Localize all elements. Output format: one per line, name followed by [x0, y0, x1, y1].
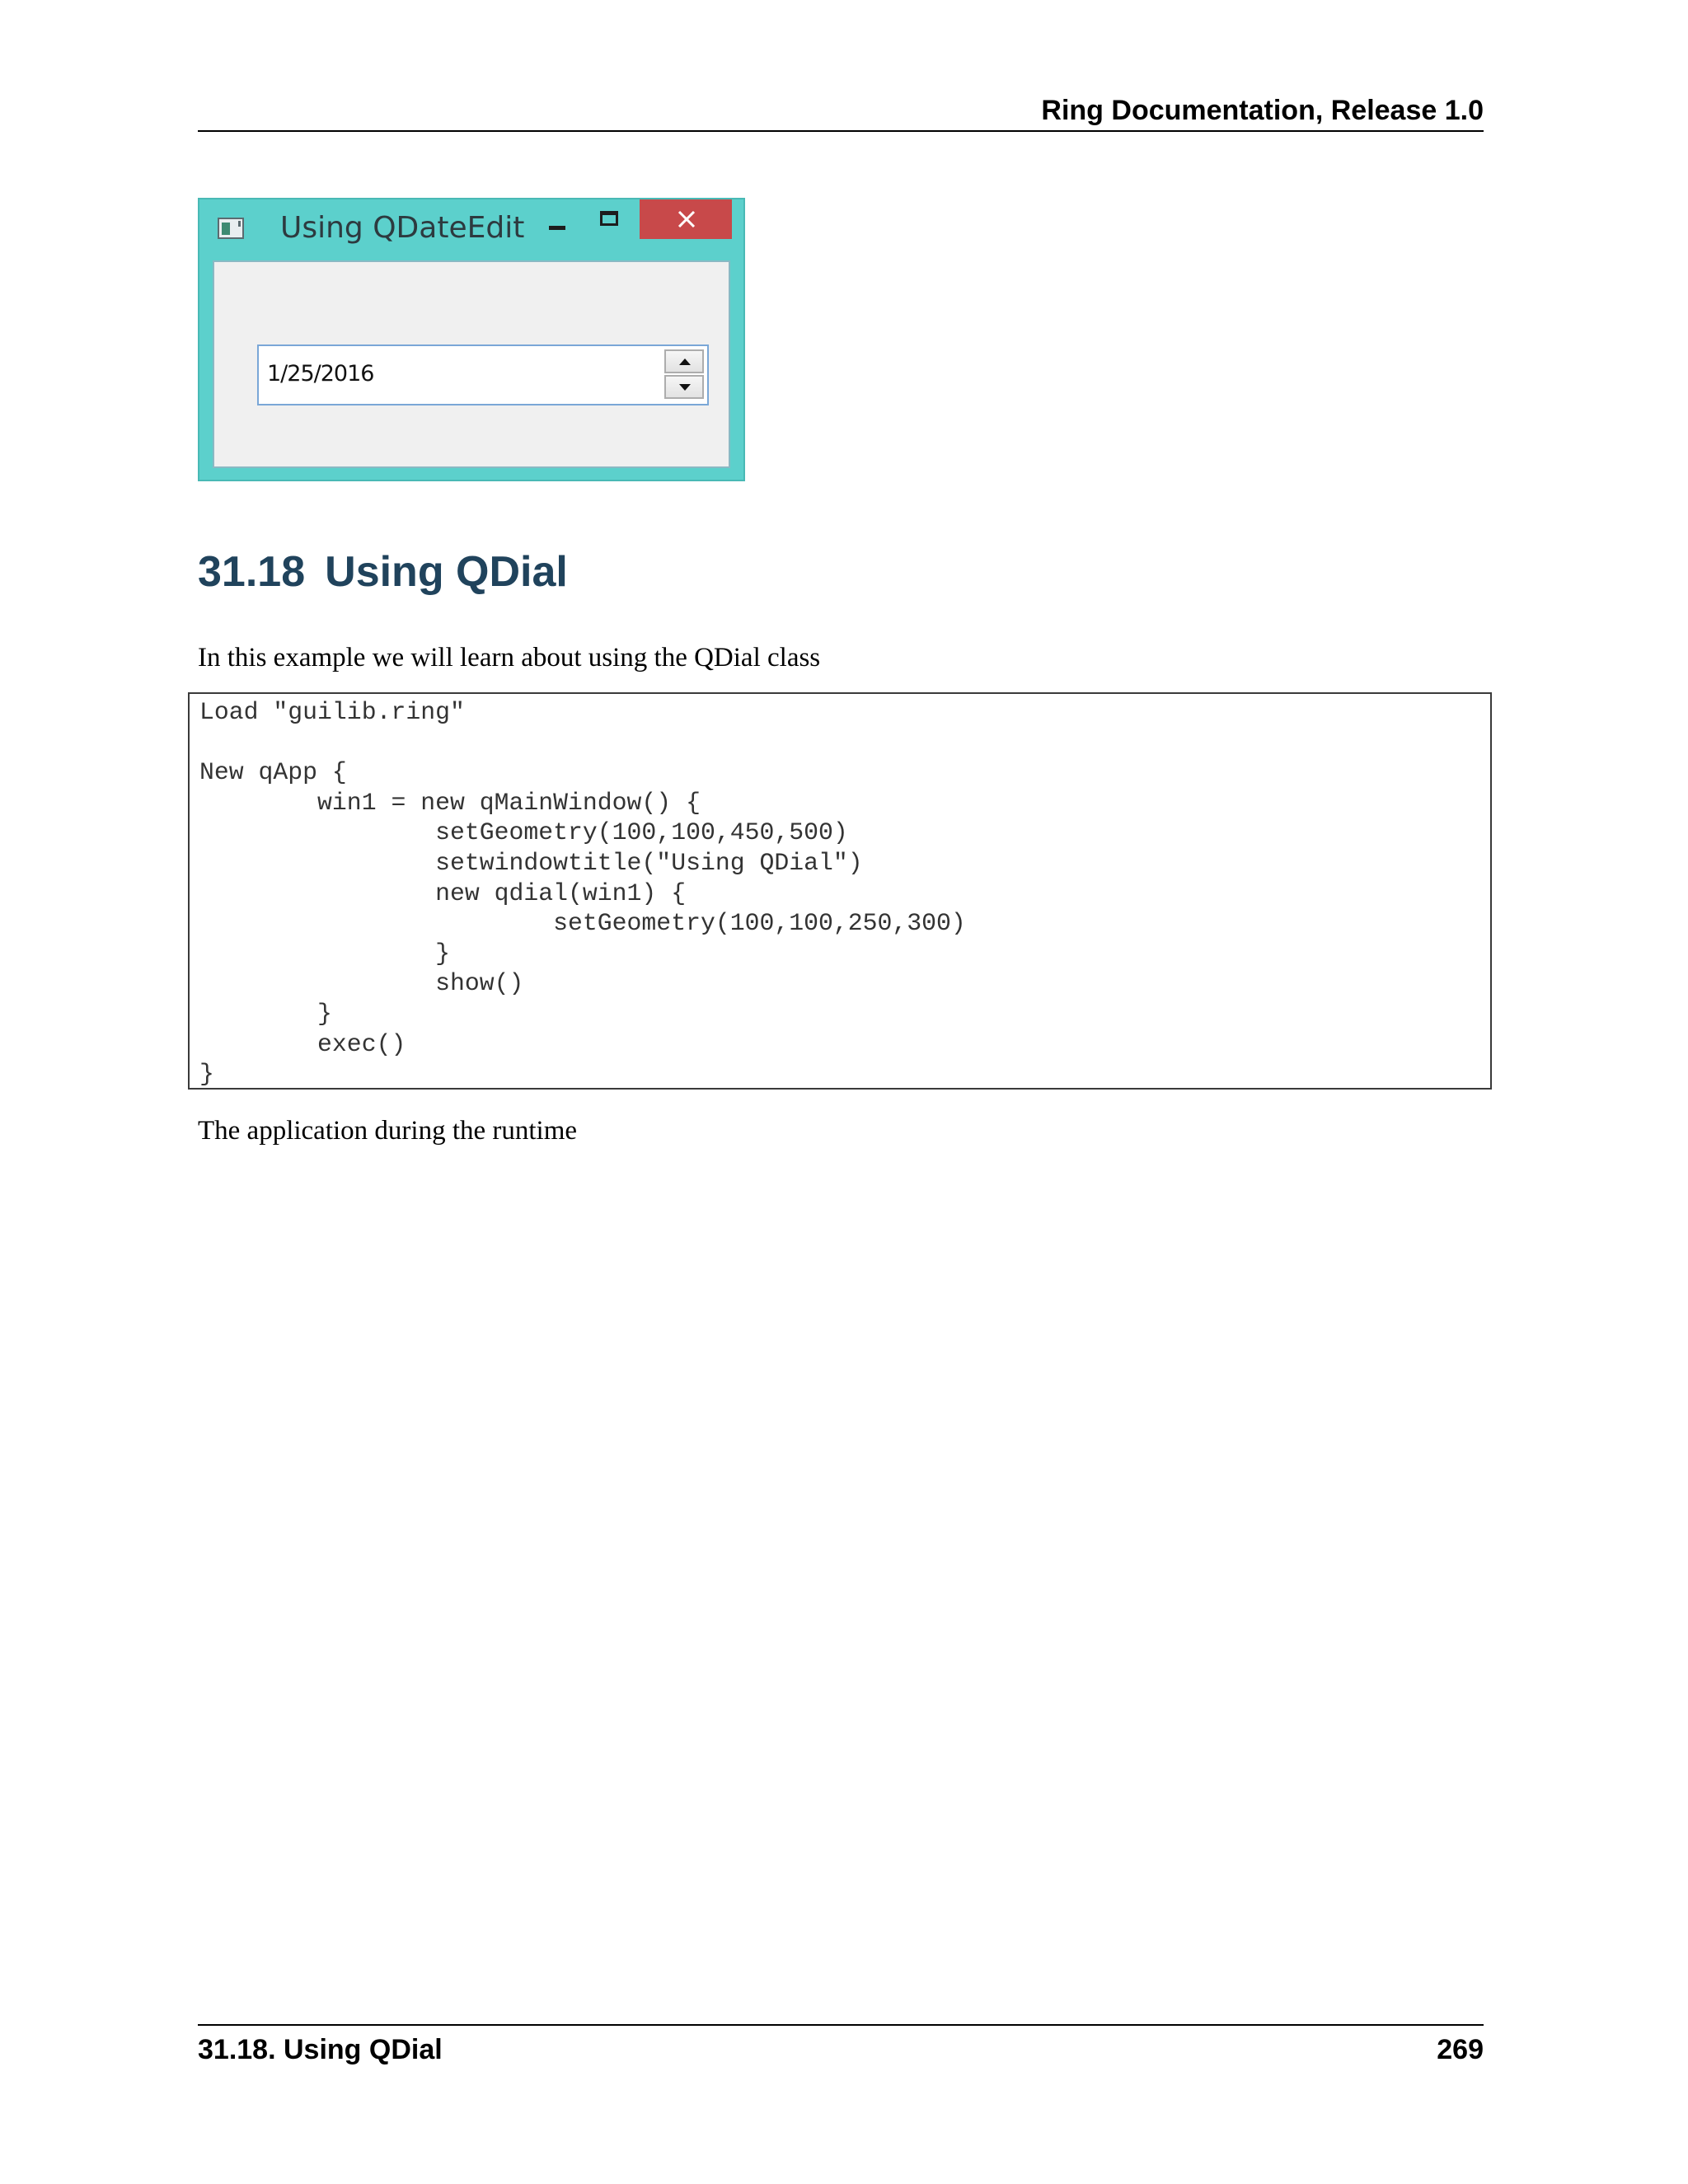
page-number: 269 [1437, 2034, 1484, 2065]
close-button[interactable] [640, 199, 732, 239]
spin-down-arrow-icon [679, 384, 691, 391]
close-icon [678, 211, 696, 227]
intro-paragraph: In this example we will learn about using the QDial class [198, 643, 821, 673]
code-listing: Load "guilib.ring" New qApp { win1 = new qMainWindow() { setGeometry(100,100,450,500) setwindowtitle("Using QDial") new qdial(win1) { setGeometry(100,100,250,300) } show() } exec() } [199, 698, 966, 1089]
date-edit-field[interactable] [257, 344, 709, 405]
section-number: 31.18 [198, 548, 306, 596]
window-title: Using QDateEdit [280, 211, 525, 245]
spin-up-arrow-icon [679, 359, 691, 365]
spin-down-button[interactable] [664, 375, 704, 399]
runtime-paragraph: The application during the runtime [198, 1116, 578, 1146]
section-title: Using QDial [325, 548, 568, 596]
date-edit-value: 1/25/2016 [267, 361, 374, 387]
spin-up-button[interactable] [664, 349, 704, 373]
section-heading [198, 547, 568, 597]
window-client-area [213, 260, 730, 468]
running-header-title: Ring Documentation, Release 1.0 [1041, 95, 1484, 126]
footer-section-label: 31.18. Using QDial [198, 2034, 443, 2065]
qdateedit-window-screenshot [198, 198, 745, 481]
running-footer [198, 2024, 1484, 2075]
date-spin-buttons [664, 349, 704, 401]
maximize-icon[interactable] [600, 211, 618, 226]
code-block [188, 692, 1492, 1090]
running-header [198, 91, 1484, 132]
app-icon [218, 216, 246, 241]
minimize-icon[interactable] [549, 226, 565, 230]
